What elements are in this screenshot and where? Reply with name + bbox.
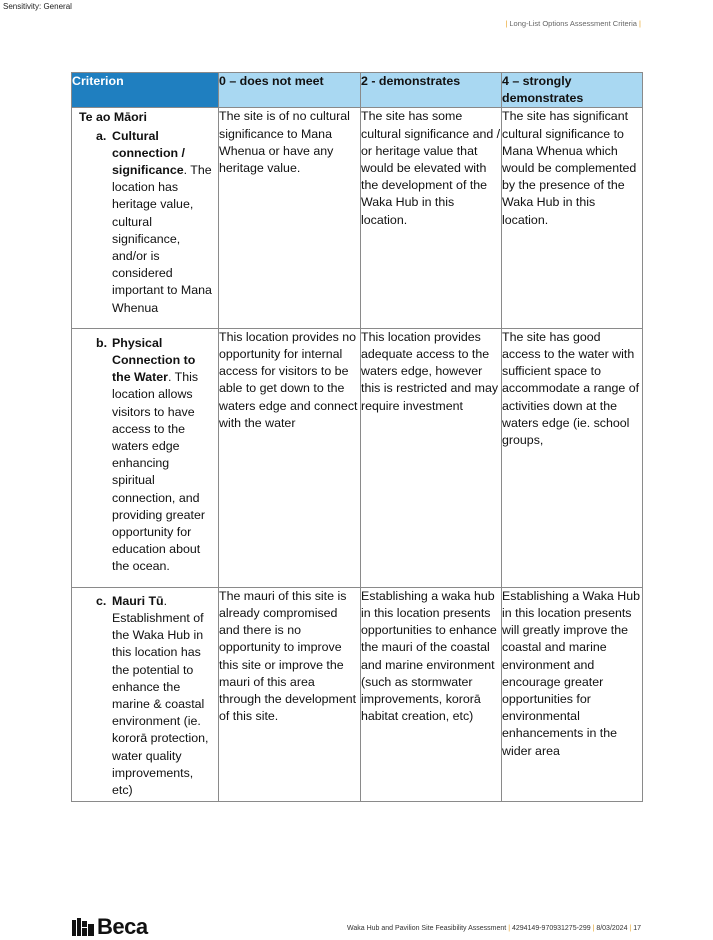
table-row [72,328,643,587]
criterion-title: Physical Connection to the Water [112,335,196,385]
beca-mark-icon [72,918,94,936]
criterion-item [72,588,218,801]
footer-date: 8/03/2024 [596,925,628,932]
header-score-2: 2 - demonstrates [361,73,502,108]
footer-doc-title: Waka Hub and Pavilion Site Feasibility Assessment [346,925,507,932]
group-heading: Te ao Māori [79,110,147,125]
footer-info: Waka Hub and Pavilion Site Feasibility Assessment | 4294149-970931275-299 | 8/03/2024 | 17 [346,925,641,932]
criterion-description: . The location has heritage value, cultural significance, and/or is considered important to Mana Whenua [112,163,212,315]
criterion-item [72,127,218,328]
score-0-cell: This location provides no opportunity for internal access for visitors to be able to get down to the waters edge and connect with the water [219,328,361,587]
score-4-cell: The site has significant cultural significance to Mana Whenua which would be complemented by the presence of the Waka Hub in this location. [502,108,643,328]
criteria-table [71,72,643,802]
table-header-row [72,73,643,108]
score-2-cell: The site has some cultural significance and / or heritage value that would be elevated with the development of the Waka Hub in this location. [361,108,502,328]
running-header-text: Long-List Options Assessment Criteria [509,19,637,28]
criterion-cell [72,108,219,328]
criterion-title: Cultural connection / significance [112,128,185,178]
score-4-cell: Establishing a Waka Hub in this location presents will greatly improve the coastal and marine environment and encourage greater opportunities for environmental enhancements in the wider area [502,587,643,801]
criterion-description: . Establishment of the Waka Hub in this location has the potential to enhance the marine & coastal environment (ie. kororā protection, water quality improvements, etc) [112,593,209,798]
score-2-cell: This location provides adequate access to the waters edge, however this is restricted and may require investment [361,328,502,587]
footer-doc-ref: 4294149-970931275-299 [511,925,591,932]
score-2-cell: Establishing a waka hub in this location presents opportunities to enhance the mauri of the coastal and marine environment (such as stormwater improvements, kororā habitat creation, etc) [361,587,502,801]
criterion-item [72,329,218,586]
item-number: b. [96,335,108,350]
page-number: 17 [633,925,641,932]
item-number: c. [96,593,107,608]
score-0-cell: The site is of no cultural significance to Mana Whenua or have any heritage value. [219,108,361,328]
criterion-description: . This location allows visitors to have access to the waters edge enhancing spiritual connection, and providing greater opportunity for education about the ocean. [112,370,205,574]
criterion-cell [72,328,219,587]
running-header: | Long-List Options Assessment Criteria | [505,19,641,28]
item-number: a. [96,128,107,143]
score-0-cell: The mauri of this site is already compromised and there is no opportunity to improve this site or improve the mauri of this area through the development of this site. [219,587,361,801]
header-score-0: 0 – does not meet [219,73,361,108]
criterion-cell [72,587,219,801]
sensitivity-label: Sensitivity: General [3,2,72,11]
table-row [72,108,643,328]
header-score-4: 4 – strongly demonstrates [502,73,643,108]
header-criterion: Criterion [72,73,219,108]
logo-wordmark: Beca [97,914,148,939]
criterion-title: Mauri Tū [112,593,164,608]
beca-logo [72,916,148,938]
score-4-cell: The site has good access to the water with sufficient space to accommodate a range of activities down at the waters edge (ie. school groups, [502,328,643,587]
table-row [72,587,643,801]
